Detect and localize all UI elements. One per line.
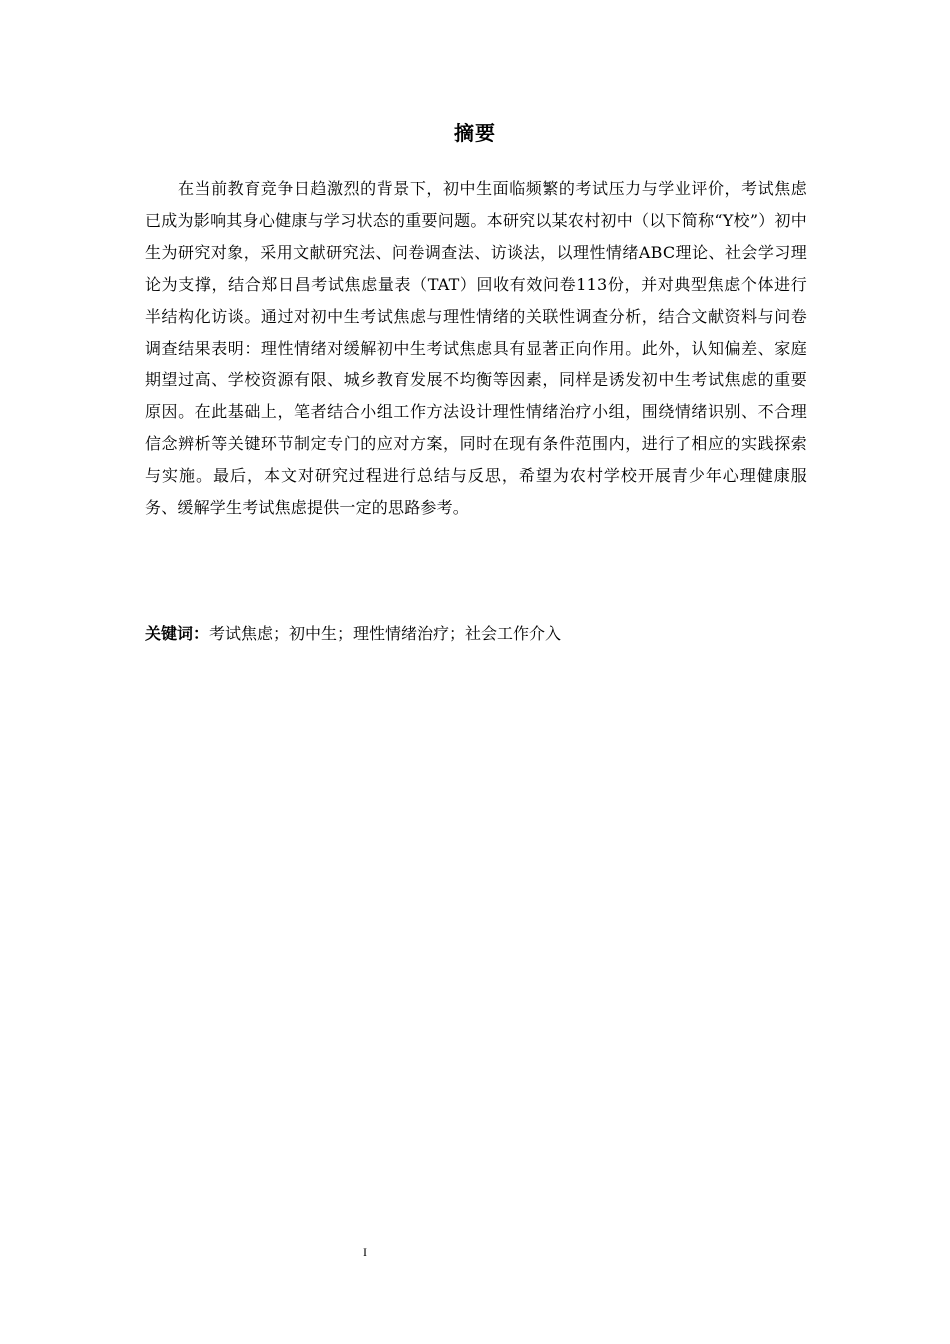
page-title: 摘要 <box>454 121 496 145</box>
keywords-label: 关键词： <box>145 624 210 643</box>
abstract-paragraph: 在当前教育竞争日趋激烈的背景下，初中生面临频繁的考试压力与学业评价，考试焦虑已成为影响其身心健康与学习状态的重要问题。本研究以某农村初中（以下简称“Y校”）初中生为研究对象，采用文献研究法、问卷调查法、访谈法，以理性情绪ABC理论、社会学习理论为支撑，结合郑日昌考试焦虑量表（TAT）回收有效问卷113份，并对典型焦虑个体进行半结构化访谈。通过对初中生考试焦虑与理性情绪的关联性调查分析，结合文献资料与问卷调查结果表明：理性情绪对缓解初中生考试焦虑具有显著正向作用。此外，认知偏差、家庭期望过高、学校资源有限、城乡教育发展不均衡等因素，同样是诱发初中生考试焦虑的重要原因。在此基础上，笔者结合小组工作方法设计理性情绪治疗小组，围绕情绪识别、不合理信念辨析等关键环节制定专门的应对方案，同时在现有条件范围内，进行了相应的实践探索与实施。最后，本文对研究过程进行总结与反思，希望为农村学校开展青少年心理健康服务、缓解学生考试焦虑提供一定的思路参考。 <box>145 179 807 518</box>
keywords-line <box>145 619 807 649</box>
page-number: I <box>363 1245 367 1259</box>
keywords-text: 考试焦虑；初中生；理性情绪治疗；社会工作介入 <box>209 624 562 643</box>
